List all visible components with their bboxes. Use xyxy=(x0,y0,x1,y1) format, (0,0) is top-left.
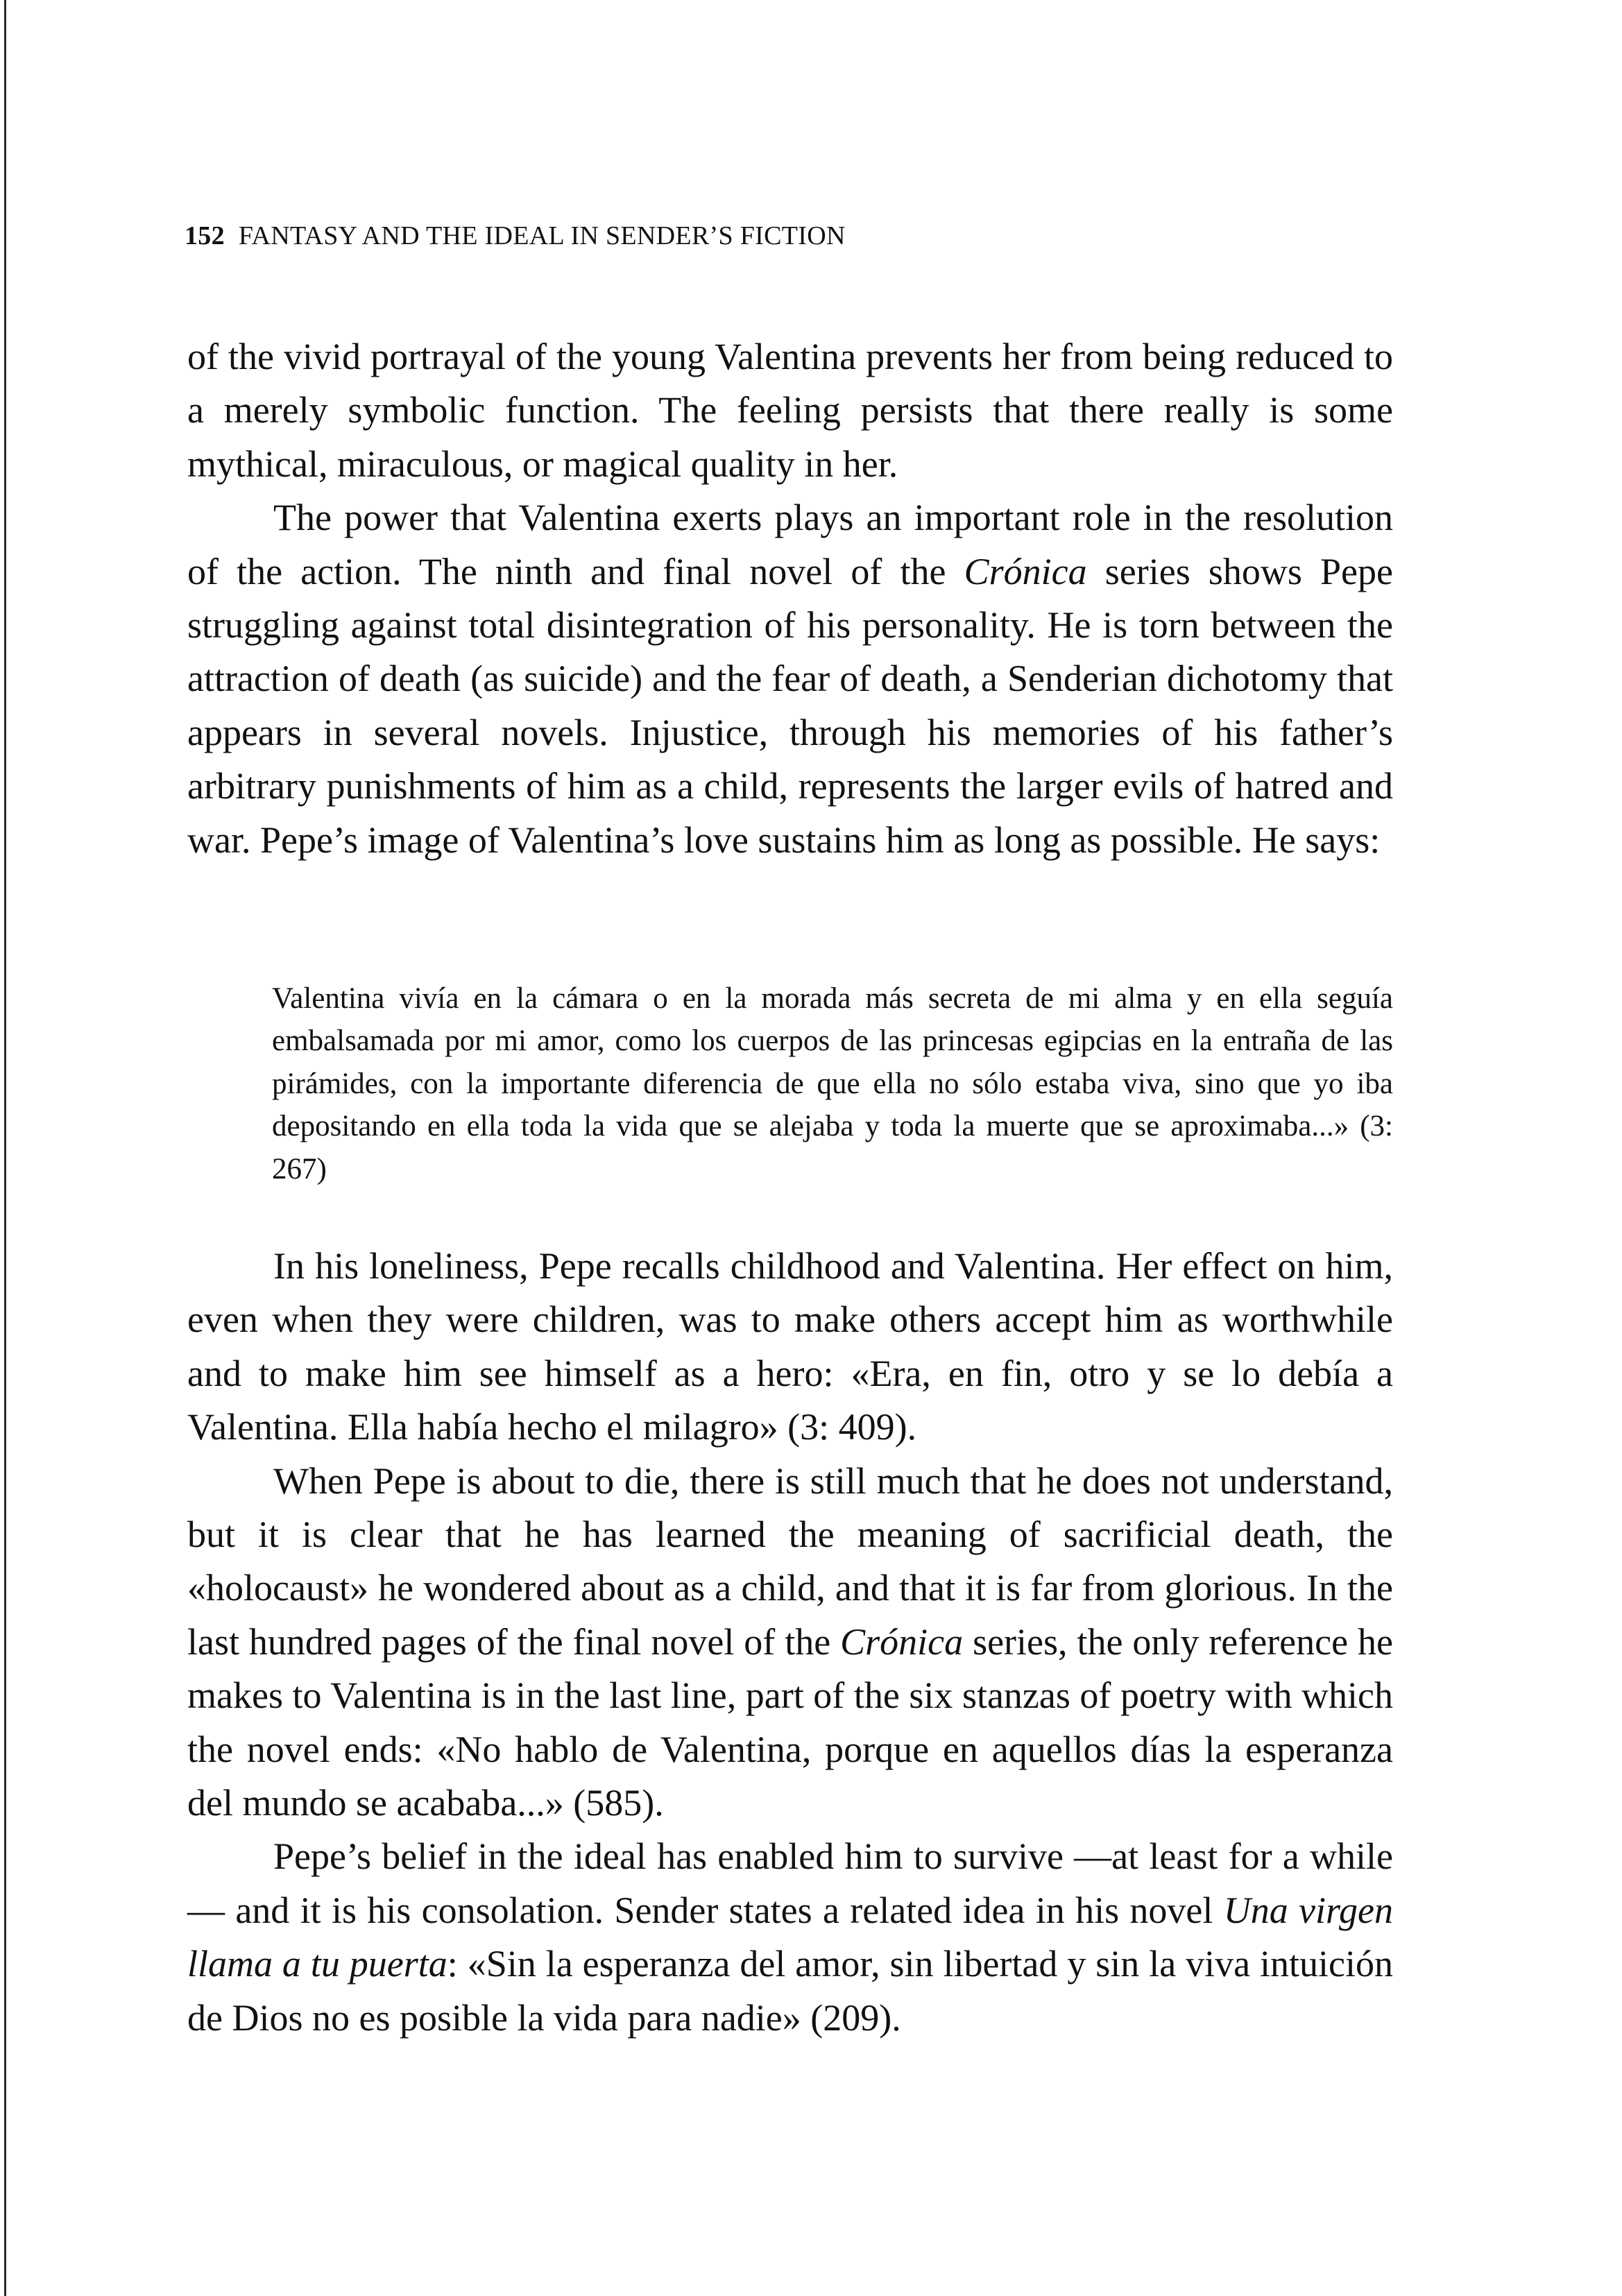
quote-text: Valentina vivía en la cámara o en la morada más secreta de mi alma y en ella seguía embalsamada por mi amor, como los cuerpos de las princesas egipcias en la entraña de las pirámides, con la importante diferencia de que ella no sólo estaba viva, sino que yo iba depositando en ella toda la vida que se alejaba y toda la muerte que se aproximaba...» (3: 267) xyxy=(272,982,1393,1185)
paragraph xyxy=(187,1455,1393,1831)
scan-edge-line xyxy=(4,0,6,2296)
block-quote xyxy=(272,977,1393,1190)
running-header xyxy=(185,221,846,251)
paragraph-text: series, the only reference he makes to Valentina is in the last line, part of the six stanzas of poetry with which the novel ends: «No hablo de Valentina, porque en aquellos días la esperanza del mundo se acababa...» (585). xyxy=(187,1620,1393,1824)
italic-title: Crónica xyxy=(964,550,1087,592)
body-text-after-quote xyxy=(187,1240,1393,2045)
paragraph-text: of the vivid portrayal of the young Valentina prevents her from being reduced to a merely symbolic function. The feeling persists that there really is some mythical, miraculous, or magical quality in her. xyxy=(187,336,1393,485)
paragraph-text: When Pepe is about to die, there is still much that he does not understand, but it is clear that he has learned the meaning of sacrificial death, the «holocaust» he wondered about as a child, and that it is far from glorious. In the last hundred pages of the final novel of the xyxy=(187,1459,1393,1663)
paragraph xyxy=(187,1240,1393,1455)
page-number: 152 xyxy=(185,221,225,250)
paragraph-text: Pepe’s belief in the ideal has enabled him to survive —at least for a while— and it is his consolation. Sender states a related idea in his novel xyxy=(187,1835,1393,1931)
paragraph-text: series shows Pepe struggling against total disintegration of his personality. He is torn between the attraction of death (as suicide) and the fear of death, a Senderian dichotomy that appears in several novels. Injustice, through his memories of his father’s arbitrary punishments of him as a child, represents the larger evils of hatred and war. Pepe’s image of Valentina’s love sustains him as long as possible. He says: xyxy=(187,550,1393,861)
body-text-before-quote xyxy=(187,330,1393,867)
paragraph-text: The power that Valentina exerts plays an important role in the resolution of the action. The ninth and final novel of the xyxy=(187,497,1393,592)
paragraph xyxy=(187,330,1393,491)
paragraph xyxy=(187,491,1393,867)
paragraph xyxy=(187,1830,1393,2045)
running-title: FANTASY AND THE IDEAL IN SENDER’S FICTION xyxy=(238,221,846,250)
paragraph-text: In his loneliness, Pepe recalls childhood and Valentina. Her effect on him, even when they were children, was to make others accept him as worthwhile and to make him see himself as a hero: «Era, en fin, otro y se lo debía a Valentina. Ella había hecho el milagro» (3: 409). xyxy=(187,1245,1393,1448)
italic-title: Crónica xyxy=(840,1620,964,1663)
paragraph-text: : «Sin la esperanza del amor, sin libertad y sin la viva intuición de Dios no es posible la vida para nadie» (209). xyxy=(187,1943,1393,2039)
italic-title: Una virgen llama a tu puerta xyxy=(187,1889,1393,1985)
